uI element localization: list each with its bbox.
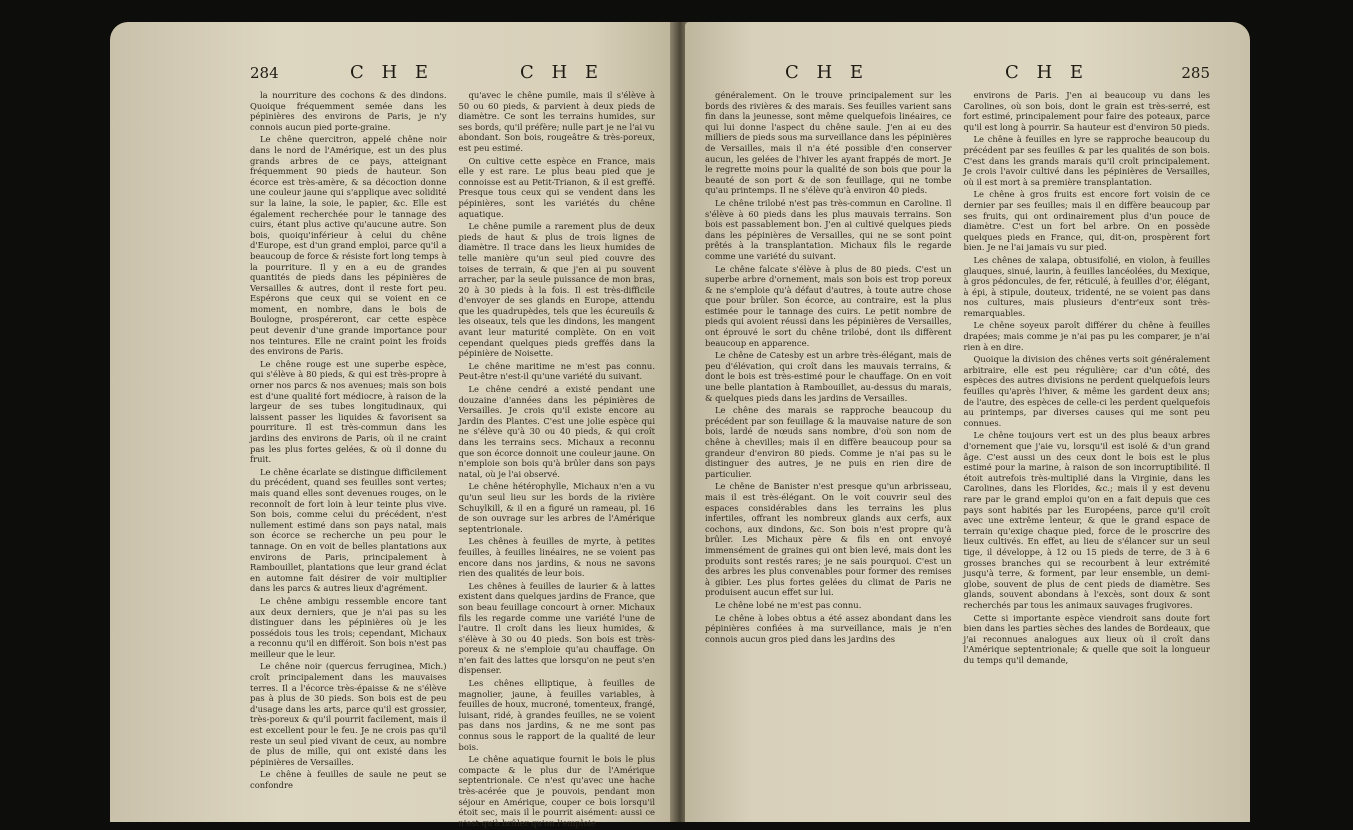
- paragraph: Le chêne aquatique fournit le bois le plus compacte & le plus dur de l'Amérique septentrionale. Ce n'est qu'avec une hache très-acérée que je pouvois, pendant mon séjour en Amérique, couper ce bois lorsqu'il étoit sec, mais il le pourrit aisément: aussi ce n'est qu'à brûler qu'on l'emploie: [458, 754, 655, 828]
- paragraph: Cette si importante espèce viendroit sans doute fort bien dans les parties sèches des landes de Bordeaux, que j'ai reconnues analogues aux lieux où il croît dans l'Amérique septentrionale; & quelle que soit la longueur du temps qu'il demande,: [963, 612, 1210, 665]
- paragraph: Le chêne à feuilles de saule ne peut se confondre: [250, 769, 447, 790]
- paragraph: Le chêne soyeux paroît différer du chêne à feuilles drapées; mais comme je n'ai pas pu les comparer, je n'ai rien à en dire.: [963, 320, 1210, 352]
- right-column-1: [705, 90, 952, 667]
- paragraph: Le chêne à lobes obtus a été assez abondant dans les pépinières confiées à ma surveillance, mais je n'en connois aucun gros pied dans les jardins des: [705, 612, 952, 644]
- paragraph: Les chênes à feuilles de myrte, à petites feuilles, à feuilles linéaires, ne se voient pas encore dans nos jardins, & nous ne savons rien des qualités de leur bois.: [458, 536, 655, 579]
- right-page-header: [705, 60, 1210, 90]
- paragraph: Le chêne noir (quercus ferruginea, Mich.) croît principalement dans les mauvaises terres. Il a l'écorce très-épaisse & ne s'élève pas à plus de 30 pieds. Son bois est de peu d'usage dans les arts, parce qu'il est grossier, très-poreux & qu'il pourrit facilement, mais il est excellent pour le feu. Je ne crois pas qu'il reste un seul pied vivant de ceux, au nombre de plus de mille, qui ont existé dans les pépinières de Versailles.: [250, 661, 447, 767]
- paragraph: Le chêne des marais se rapproche beaucoup du précédent par son feuillage & la mauvaise nature de son bois, lardé de nœuds sans nombre, d'où son nom de chêne à chevilles; mais il en diffère beaucoup pour sa grandeur d'environ 80 pieds. Comme je n'ai pas su le distinguer des autres, je ne puis en rien dire de particulier.: [705, 405, 952, 479]
- paragraph: Quoique la division des chênes verts soit généralement arbitraire, elle est peu régulière; car d'un côté, des espèces des autres divisions ne perdent quelquefois leurs feuilles qu'après l'hiver, & même les gardent deux ans; de l'autre, des espèces de celle-ci les perdent quelquefois au printemps, par diverses causes qui me sont peu connues.: [963, 354, 1210, 428]
- right-running-head-1: C H E: [785, 62, 870, 83]
- right-page-columns: [705, 90, 1210, 667]
- paragraph: généralement. On le trouve principalement sur les bords des rivières & des marais. Ses feuilles varient sans fin dans la jeunesse, sont même quelquefois linéaires, ce qui lui donne l'aspect du chêne saule. J'en ai eu des milliers de pieds sous ma surveillance dans les pépinières de Versailles, mais il n'a été possible d'en conserver aucun, les gelées de l'hiver les ayant frappés de mort. Je le regrette moins pour la qualité de son bois que pour la beauté de son port & de son feuillage, qui ne tombe qu'au printemps. Il ne s'élève qu'à environ 40 pieds.: [705, 90, 952, 196]
- paragraph: Le chêne de Catesby est un arbre très-élégant, mais de peu d'élévation, qui croît dans les mauvais terrains, & dont le bois est très-estimé pour le chauffage. On en voit une belle plantation à Rambouillet, au-dessus du marais, & quelques pieds dans les jardins de Versailles.: [705, 350, 952, 403]
- paragraph: Le chêne rouge est une superbe espèce, qui s'élève à 80 pieds, & qui est très-propre à orner nos parcs & nos avenues; mais son bois est d'une qualité fort médiocre, à raison de la largeur de ses tubes longitudinaux, qui laissent passer les liquides & favorisent sa pourriture. Il est très-commun dans les jardins des environs de Paris, où il ne craint pas les plus fortes gelées, & où il donne du fruit.: [250, 358, 447, 465]
- paragraph: Le chêne à feuilles en lyre se rapproche beaucoup du précédent par ses feuilles & par les qualités de son bois. C'est dans les grands marais qu'il croît principalement. Je crois l'avoir cultivé dans les pépinières de Versailles, où il est mort à sa première transplantation.: [963, 134, 1210, 187]
- right-running-head-2: C H E: [1005, 62, 1090, 83]
- right-column-2: [964, 90, 1211, 667]
- left-page-columns: [250, 90, 655, 830]
- paragraph: Le chêne de Banister n'est presque qu'un arbrisseau, mais il est très-élégant. On le voit couvrir seul des espaces considérables dans les terrains les plus infertiles, offrant les nombreux glands aux cerfs, aux cochons, aux dindons, &c. Son bois n'est propre qu'à brûler. Les Michaux père & fils en ont envoyé immensément de graines qui ont bien levé, mais dont les produits sont restés rares; je ne sais pourquoi. C'est un des arbres les plus convenables pour former des remises à gibier. Les plus fortes gelées du climat de Paris ne produisent aucun effet sur lui.: [705, 481, 952, 598]
- left-running-head-2: C H E: [520, 62, 605, 83]
- left-page-number: 284: [250, 64, 279, 82]
- paragraph: Le chêne toujours vert est un des plus beaux arbres d'ornement que j'aie vu, lorsqu'il est isolé & d'un grand âge. C'est aussi un des ceux dont le bois est le plus estimé pour la marine, à raison de son incorruptibilité. Il étoit autrefois très-multiplié dans la Virginie, dans les Carolines, dans les Florides, &c.; mais il y est devenu rare par le grand emploi qu'on en a fait depuis que ces pays sont habités par les Européens, parce qu'il croît avec une extrême lenteur, & que le grand espace de terrain qu'exige chaque pied, force de le proscrire des lieux cultivés. En effet, au lieu de s'élancer sur un seul tige, il développe, à 12 ou 15 pieds de terre, de 3 à 6 grosses branches qui se recourbent à leur extrémité jusqu'à terre, & forment, par leur ensemble, un demi-globe, souvent de plus de cent pieds de diamètre. Ses glands, souvent abondans à l'excès, sont doux & sont recherchés par tous les animaux sauvages frugivores.: [963, 430, 1210, 610]
- paragraph: Le chêne maritime ne m'est pas connu. Peut-être n'est-il qu'une variété du suivant.: [458, 360, 655, 382]
- paragraph: Le chêne écarlate se distingue difficilement du précédent, quand ses feuilles sont vertes; mais quand elles sont devenues rouges, on le reconnoît de fort loin à leur teinte plus vive. Son bois, comme celui du précédent, n'est nullement estimé dans son pays natal, mais son écorce se recherche un peu pour le tannage. On en voit de belles plantations aux environs de Paris, principalement à Rambouillet, plantations que leur grand éclat en automne fait désirer de voir multiplier dans les parcs & autres lieux d'agrément.: [250, 466, 447, 594]
- paragraph: qu'avec le chêne pumile, mais il s'élève à 50 ou 60 pieds, & parvient à deux pieds de diamètre. Ce sont les terrains humides, sur ses bords, qu'il préfère; nulle part je ne l'ai vu abondant. Son bois, rougeâtre & très-poreux, est peu estimé.: [458, 90, 655, 153]
- paragraph: Le chêne quercitron, appelé chêne noir dans le nord de l'Amérique, est un des plus grands arbres de ce pays, atteignant fréquemment 90 pieds de hauteur. Son écorce est très-amère, & sa décoction donne une couleur jaune qui s'applique avec solidité sur la laine, la soie, le papier, &c. Elle est également recherchée pour le tannage des cuirs, étant plus active qu'aucune autre. Son bois, quoiqu'inférieur à celui du chêne d'Europe, est d'un grand emploi, parce qu'il a beaucoup de force & résiste fort long temps à la pourriture. Il y en a eu de grandes quantités de pieds dans les pépinières de Versailles & autres, dont il reste fort peu. Espérons que ceux qui se voient en ce moment, en nombre, dans le bois de Boulogne, prospéreront, car cette espèce peut devenir d'une grande importance pour nos teintures. Elle ne craint point les froids des environs de Paris.: [250, 134, 447, 357]
- paragraph: Le chêne lobé ne m'est pas connu.: [715, 599, 862, 610]
- left-running-head-1: C H E: [350, 62, 435, 83]
- paragraph: la nourriture des cochons & des dindons. Quoique fréquemment semée dans les pépinières des environs de Paris, je n'y connois aucun pied porte-graine.: [250, 90, 447, 132]
- open-book: [110, 22, 1250, 828]
- paragraph: Les chênes de xalapa, obtusifolié, en violon, à feuilles glauques, sinué, laurin, à feuilles lancéolées, du Mexique, à gros pédoncules, de fer, réticulé, à feuilles d'or, élégant, à épi, à stipule, douteux, tridenté, ne se voient pas dans nos cultures, mais plusieurs d'entr'eux sont très-remarquables.: [963, 254, 1211, 318]
- paragraph: Le chêne cendré a existé pendant une douzaine d'années dans les pépinières de Versailles. Je crois qu'il existe encore au Jardin des Plantes. C'est une jolie espèce qui ne s'élève qu'à 30 ou 40 pieds, & qui croît dans les terrains secs. Michaux a reconnu que son écorce donnoit une couleur jaune. On n'emploie son bois qu'à brûler dans son pays natal, où je l'ai observé.: [458, 384, 655, 479]
- paragraph: Le chêne pumile a rarement plus de deux pieds de haut & plus de trois lignes de diamètre. Il trace dans les lieux humides de telle manière qu'un seul pied couvre des toises de terrain, & que j'en ai pu souvent arracher, par la seule puissance de mon bras, 20 à 30 pieds à la fois. Il est très-difficile d'envoyer de ses glands en Europe, attendu que les quadrupèdes, tels que les écureuils & les oiseaux, tels que les dindons, les mangent avant leur maturité complète. On en voit cependant quelques pieds greffés dans la pépinière de Noisette.: [458, 221, 655, 359]
- left-page: [110, 22, 675, 828]
- paragraph: Le chêne ambigu ressemble encore tant aux deux derniers, que je n'ai pas su les distinguer dans les pépinières où je les possédois tous les trois; cependant, Michaux a reconnu qu'il en différoit. Son bois n'est pas meilleur que le leur.: [250, 595, 447, 659]
- right-page: [685, 22, 1250, 822]
- left-column-2: [459, 90, 656, 830]
- paragraph: On cultive cette espèce en France, mais elle y est rare. Le plus beau pied que je connoisse est au Petit-Trianon, & il est greffé. Presque tous ceux qui se vendent dans les pépinières, sont les variétés du chêne aquatique.: [458, 155, 655, 219]
- paragraph: Le chêne trilobé n'est pas très-commun en Caroline. Il s'élève à 60 pieds dans les plus mauvais terrains. Son bois est passablement bon. J'en ai cultivé quelques pieds dans les pépinières de Versailles, qui ne se sont point prêtés à la transplantation. Michaux fils le regarde comme une variété du suivant.: [705, 197, 952, 261]
- right-page-number: 285: [1181, 64, 1210, 82]
- paragraph: Le chêne à gros fruits est encore fort voisin de ce dernier par ses feuilles; mais il en diffère beaucoup par ses fruits, qui ont ordinairement plus d'un pouce de diamètre. C'est un fort bel arbre. On en possède quelques pieds en France, qui, dit-on, prospèrent fort bien. Je ne l'ai jamais vu sur pied.: [963, 189, 1210, 253]
- left-page-header: [250, 60, 655, 90]
- left-column-1: [250, 90, 447, 830]
- paragraph: Les chênes à feuilles de laurier & à lattes existent dans quelques jardins de France, que son beau feuillage concourt à orner. Michaux fils les regarde comme une variété l'une de l'autre. Il croît dans les lieux humides, & s'élève à 30 ou 40 pieds. Son bois est très-poreux & ne s'emploie qu'au chauffage. On n'en fait des lattes que lorsqu'on ne peut s'en dispenser.: [458, 580, 655, 676]
- paragraph: environs de Paris. J'en ai beaucoup vu dans les Carolines, où son bois, dont le grain est très-serré, est fort estimé, principalement pour faire des poteaux, parce qu'il est long à pourrir. Sa hauteur est d'environ 50 pieds.: [963, 90, 1210, 132]
- paragraph: Le chêne hétérophylle, Michaux n'en a vu qu'un seul lieu sur les bords de la rivière Schuylkill, & il en a figuré un rameau, pl. 16 de son ouvrage sur les arbres de l'Amérique septentrionale.: [458, 481, 655, 534]
- paragraph: Les chênes elliptique, à feuilles de magnolier, jaune, à feuilles variables, à feuilles de houx, mucroné, tomenteux, frangé, luisant, ridé, à grandes feuilles, ne se voient pas dans nos jardins, & ne me sont pas connus sous le rapport de la qualité de leur bois.: [458, 678, 655, 752]
- paragraph: Le chêne falcate s'élève à plus de 80 pieds. C'est un superbe arbre d'ornement, mais son bois est trop poreux & ne s'emploie qu'à défaut d'autres, à toute autre chose que pour brûler. Son écorce, au contraire, est la plus estimée pour le tannage des cuirs. Le petit nombre de pieds qui avoient réussi dans les pépinières de Versailles, ont éprouvé le sort du chêne trilobé, dont ils diffèrent beaucoup en apparence.: [705, 263, 952, 348]
